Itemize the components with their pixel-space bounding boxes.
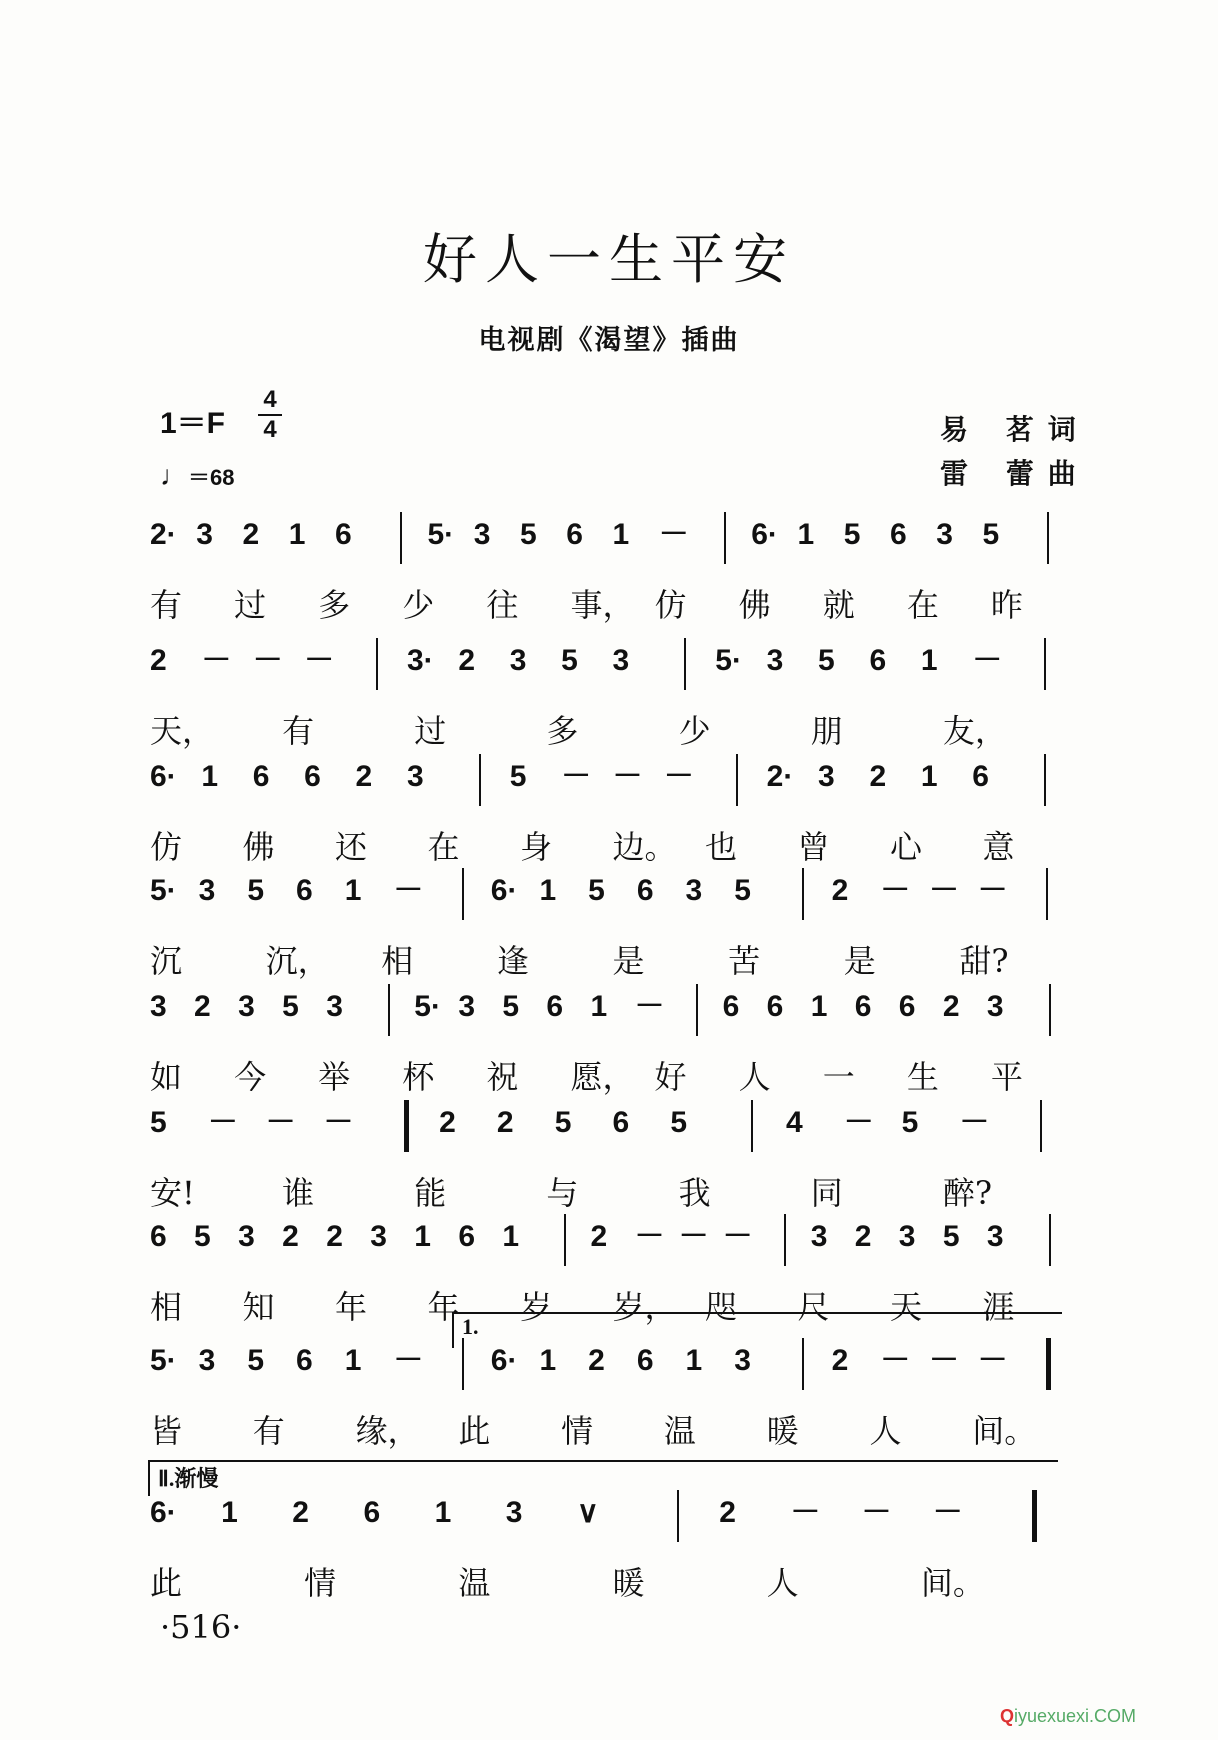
note: 2 [292,1496,309,1529]
lyric-syllable: 少 [678,712,711,750]
lyric-syllable: 醉? [942,1174,993,1212]
lyric-syllable: 谁 [282,1174,315,1212]
lyric-syllable: 杯 [402,1058,435,1096]
note: 5 [818,644,835,677]
note: 6 [972,760,989,793]
note: 1 [810,990,828,1023]
note: 3 [986,990,1004,1023]
note: 1 [221,1496,238,1529]
barline [1032,1490,1037,1542]
note: － [932,1496,963,1529]
barline [1044,638,1046,690]
note: 6 [296,874,313,907]
note: 3 [509,644,527,677]
note: － [959,1106,990,1139]
note: 5· [150,874,177,907]
lyric-syllable: 在 [906,586,939,624]
note: 2 [242,518,260,551]
lyric-syllable: 仿 [654,586,687,624]
lyric-syllable: 此 [150,1564,183,1602]
lyric-syllable: 昨 [990,586,1023,624]
quarter-note-icon: ♩ [160,460,188,491]
note: 3 [986,1220,1004,1253]
note: － [561,760,592,793]
note: 1 [590,990,608,1023]
note: 2 [831,874,849,907]
note: 6· [490,1344,518,1377]
note: 3 [196,518,213,551]
lyric-syllable: 暖 [612,1564,645,1602]
lyric-syllable: 尺 [797,1288,830,1326]
note: － [663,760,694,793]
note: 2 [588,1344,605,1377]
note: 2 [942,990,960,1023]
note: 6 [296,1344,313,1377]
tempo-marking [160,460,234,492]
note: 3 [612,644,630,677]
note: － [861,1496,892,1529]
note: － [252,644,283,677]
note: 6 [869,644,887,677]
barline [751,1100,753,1152]
barline [376,638,378,690]
note: 3 [473,518,491,551]
first-ending-label: 1. [462,1314,479,1339]
note: 5 [194,1220,211,1253]
note: 5 [520,518,537,551]
note: 3 [898,1220,916,1253]
note: 5 [843,518,861,551]
watermark-logo-letter: Q [1000,1706,1015,1726]
note: 2 [719,1496,736,1529]
note: 2 [869,760,887,793]
note: － [323,1106,354,1139]
barline [684,638,686,690]
lyric-syllable: 仿 [150,828,183,866]
lyric-syllable: 相 [381,942,414,980]
lyric-syllable: 过 [234,586,267,624]
note: － [634,1220,665,1253]
note: 1 [612,518,630,551]
lyric-syllable: 如 [150,1058,183,1096]
note: － [880,874,911,907]
lyric-syllable: 间。 [972,1412,1037,1450]
lyric-syllable: 多 [318,586,351,624]
lyric-syllable: 佛 [242,828,275,866]
barline [1047,512,1049,564]
song-subtitle: 电视剧《渴望》插曲 [478,325,740,356]
notation-line [0,1346,1218,1406]
lyric-syllable: 沉， [265,942,330,980]
barline [462,868,464,920]
lyric-syllable: 人 [738,1058,771,1096]
note: 6 [898,990,916,1023]
lyric-syllable: 知 [242,1288,275,1326]
note: 3 [198,1344,216,1377]
barline [1049,1214,1051,1266]
lyric-syllable: 涯 [982,1288,1015,1326]
lyric-syllable: 有 [150,586,183,624]
notation-line [0,992,1218,1052]
lyric-syllable: 举 [318,1058,351,1096]
note: － [207,1106,238,1139]
breath-mark: ∨ [576,1496,599,1529]
lyric-syllable: 祝 [486,1058,519,1096]
lyric-syllable: 事， [570,586,635,624]
note: 2· [766,760,794,793]
time-signature [258,388,282,442]
lyric-syllable: 安! [150,1174,195,1212]
note: － [393,874,424,907]
note: 1 [685,1344,703,1377]
barline [564,1214,566,1266]
lyric-syllable: 有 [282,712,315,750]
note: － [928,1344,959,1377]
lyric-syllable: 逢 [496,942,529,980]
lyric-syllable: 往 [486,586,519,624]
note: － [304,644,335,677]
lyric-syllable: 今 [234,1058,267,1096]
note: 6 [612,1106,630,1139]
note: 6 [363,1496,381,1529]
song-title: 好人一生平安 [423,228,795,291]
lyric-syllable: 边。 [612,828,677,866]
note: 6· [751,518,778,551]
lyric-syllable: 少 [402,586,435,624]
note: 6 [304,760,321,793]
lyricist-credit: 易 茗词 [940,413,1090,446]
note: 3 [238,990,255,1023]
lyric-syllable: 岁， [612,1288,677,1326]
lyric-syllable: 能 [414,1174,447,1212]
note: 6 [150,1220,167,1253]
lyric-syllable: 与 [546,1174,579,1212]
lyric-syllable: 曾 [797,828,830,866]
note: － [393,1344,424,1377]
barline [1049,984,1051,1036]
note: 3 [818,760,835,793]
lyric-syllable: 人 [869,1412,902,1450]
note: 2 [150,644,167,677]
note: 2· [150,518,177,551]
note: 5 [502,990,520,1023]
lyric-syllable: 年 [335,1288,368,1326]
lyric-syllable: 沉 [150,942,183,980]
note: 5· [414,990,441,1023]
note: 3 [326,990,343,1023]
notation-line [0,1498,1218,1558]
note: 5 [247,1344,265,1377]
lyric-syllable: 同 [810,1174,843,1212]
lyric-syllable: 温 [663,1412,696,1450]
lyric-syllable: 在 [427,828,460,866]
note: 5 [588,874,605,907]
lyric-syllable: 是 [843,942,876,980]
notation-line [0,520,1218,580]
lyric-syllable: 意 [982,828,1015,866]
lyric-syllable: 岁 [520,1288,553,1326]
note: 1 [797,518,815,551]
note: 3 [458,990,476,1023]
note: 6 [890,518,907,551]
note: 6· [150,1496,177,1529]
composer-credit: 雷 蕾曲 [940,457,1090,490]
lyric-syllable: 过 [414,712,447,750]
note: 5· [427,518,455,551]
note: 1 [920,760,938,793]
note: － [634,990,665,1023]
note: 5 [942,1220,960,1253]
note: 5 [282,990,299,1023]
note: 6 [335,518,352,551]
note: 3 [810,1220,828,1253]
note: 1 [502,1220,520,1253]
site-watermark [1000,1706,1136,1727]
lyric-syllable: 天 [890,1288,923,1326]
note: － [972,644,1003,677]
note: － [928,874,959,907]
lyric-syllable: 暖 [766,1412,799,1450]
tempo-value: ＝68 [188,465,235,490]
lyric-syllable: 多 [546,712,579,750]
note: － [201,644,232,677]
key-signature: 1＝F [160,407,226,440]
lyric-syllable: 人 [766,1564,799,1602]
barline [388,984,390,1036]
note: 5 [150,1106,167,1139]
note: 5 [670,1106,687,1139]
lyric-syllable: 佛 [738,586,771,624]
barline [696,984,698,1036]
note: 3 [406,760,424,793]
note: 3 [505,1496,523,1529]
lyric-syllable: 间。 [920,1564,985,1602]
lyric-syllable: 甜? [959,942,1009,980]
barline [1040,1100,1042,1152]
second-ending-bracket [148,1460,1058,1496]
lyric-syllable: 友， [942,712,1007,750]
lyric-syllable: 相 [150,1288,183,1326]
note: 5 [554,1106,572,1139]
note: 6 [854,990,872,1023]
note: 1 [920,644,938,677]
note: － [977,1344,1008,1377]
barline [724,512,726,564]
lyric-syllable: 也 [705,828,738,866]
barline [400,512,402,564]
note: 2 [355,760,373,793]
note: 1 [414,1220,431,1253]
notation-line [0,1108,1218,1168]
barline [677,1490,679,1542]
note: 2 [458,644,476,677]
second-ending-label: Ⅱ.渐慢 [158,1466,219,1491]
note: 2 [439,1106,456,1139]
barline [479,754,481,806]
note: 6 [766,990,784,1023]
lyric-syllable: 咫 [705,1288,738,1326]
first-ending-bracket [452,1312,1062,1348]
barline [802,868,804,920]
lyric-syllable: 缘， [355,1412,420,1450]
watermark-text: iyuexuexi.COM [1014,1706,1137,1726]
lyric-syllable: 皆 [150,1412,183,1450]
barline [784,1214,786,1266]
note: 1 [539,874,557,907]
lyric-syllable: 愿， [570,1058,635,1096]
note: 3 [238,1220,255,1253]
lyric-syllable: 年 [427,1288,460,1326]
note: 3 [150,990,167,1023]
note: 6 [636,1344,654,1377]
lyric-syllable: 温 [458,1564,491,1602]
barline [736,754,738,806]
lyric-syllable: 一 [822,1058,855,1096]
note: － [790,1496,821,1529]
note: 3 [734,1344,751,1377]
lyric-syllable: 平 [990,1058,1023,1096]
note: 6 [458,1220,476,1253]
lyric-syllable: 生 [906,1058,939,1096]
note: － [843,1106,874,1139]
note: 2 [326,1220,343,1253]
note: － [722,1220,753,1253]
note: 2 [282,1220,299,1253]
note: 5 [734,874,751,907]
note: － [265,1106,296,1139]
barline [1046,868,1048,920]
note: 2 [854,1220,872,1253]
note: 6· [150,760,177,793]
note: 3 [936,518,953,551]
note: 3 [685,874,703,907]
note: 6 [252,760,270,793]
lyric-syllable: 苦 [728,942,761,980]
notation-line [0,646,1218,706]
note: 3 [766,644,784,677]
time-signature-bottom: 4 [263,416,277,443]
note: 1 [201,760,219,793]
barline [404,1100,409,1152]
note: 1 [539,1344,557,1377]
lyric-syllable: 还 [335,828,368,866]
note: 5 [247,874,265,907]
note: 5 [561,644,578,677]
barline [1044,754,1046,806]
note: 5 [509,760,527,793]
note: 6 [722,990,740,1023]
note: 1 [434,1496,452,1529]
time-signature-top: 4 [263,386,277,413]
lyric-syllable: 有 [252,1412,285,1450]
notation-line [0,1222,1218,1282]
note: 2 [831,1344,849,1377]
note: 2 [496,1106,514,1139]
note: 5· [150,1344,177,1377]
lyric-syllable: 朋 [810,712,843,750]
lyric-syllable: 好 [654,1058,687,1096]
notation-line [0,876,1218,936]
note: 4 [785,1106,803,1139]
note: 3 [198,874,216,907]
lyric-syllable: 身 [520,828,553,866]
note: － [678,1220,709,1253]
lyric-syllable: 就 [822,586,855,624]
note: 6 [566,518,583,551]
note: 2 [194,990,211,1023]
note: 3 [370,1220,387,1253]
lyric-syllable: 是 [612,942,645,980]
note: 6· [490,874,518,907]
lyric-syllable: 心 [890,828,923,866]
note: 5· [715,644,742,677]
note: 5 [982,518,1000,551]
note: 1 [344,1344,362,1377]
notation-line [0,762,1218,822]
note: － [880,1344,911,1377]
note: 2 [590,1220,608,1253]
note: 3· [406,644,434,677]
note: 6 [546,990,564,1023]
lyric-syllable: 情 [304,1564,337,1602]
note: 1 [344,874,362,907]
lyric-syllable: 我 [678,1174,711,1212]
note: 6 [636,874,654,907]
lyric-syllable: 情 [561,1412,594,1450]
note: 1 [288,518,306,551]
note: － [612,760,643,793]
lyric-syllable: 此 [458,1412,491,1450]
note: 5 [901,1106,919,1139]
page-number: ·516· [160,1608,242,1646]
note: － [658,518,689,551]
lyric-syllable: 天， [150,712,215,750]
note: － [977,874,1008,907]
